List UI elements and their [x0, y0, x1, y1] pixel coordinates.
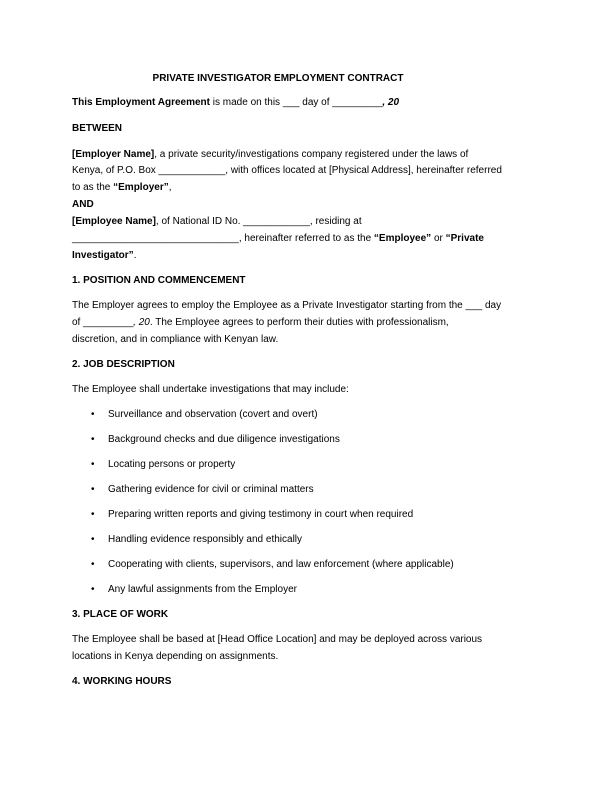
section-3-line-1: The Employee shall be based at [Head Office Location] and may be deployed across various [72, 634, 483, 645]
section-2-heading: 2. JOB DESCRIPTION [72, 359, 175, 370]
employer-line-2: Kenya, of P.O. Box ____________, with offices located at [Physical Address], hereinafter referred [72, 165, 502, 176]
bullet-icon: • [91, 584, 95, 595]
section-1-year: , 20 [133, 317, 150, 328]
section-3-heading: 3. PLACE OF WORK [72, 609, 169, 620]
employer-line-1 [72, 149, 468, 161]
employer-label: “Employer” [113, 182, 169, 193]
section-2-intro: The Employee shall undertake investigations that may include: [72, 384, 349, 395]
intro-bold: This Employment Agreement [72, 97, 210, 108]
between-heading: BETWEEN [72, 123, 122, 134]
employee-line-1 [72, 216, 362, 228]
employee-label: “Employee” [373, 233, 432, 244]
intro-year: , 20 [382, 97, 400, 108]
employee-line-2-mid: or [431, 233, 446, 244]
section-1-line-2-pre: of _________ [72, 317, 134, 328]
list-item: Surveillance and observation (covert and overt) [108, 409, 318, 420]
bullet-icon: • [91, 559, 95, 570]
employer-name: [Employer Name] [72, 149, 155, 160]
section-1-line-3: discretion, and in compliance with Kenyan law. [72, 334, 279, 345]
bullet-icon: • [91, 534, 95, 545]
bullet-icon: • [91, 434, 95, 445]
list-item: Locating persons or property [108, 459, 236, 470]
intro-line [72, 97, 399, 109]
employee-line-1-rest: , of National ID No. ____________, residing at [155, 216, 362, 227]
document-title: PRIVATE INVESTIGATOR EMPLOYMENT CONTRACT [152, 73, 404, 84]
list-item: Handling evidence responsibly and ethically [108, 534, 303, 545]
section-3-line-2: locations in Kenya depending on assignments. [72, 651, 279, 662]
employee-line-2-pre: ______________________________, hereinafter referred to as the [72, 233, 374, 244]
bullet-icon: • [91, 509, 95, 520]
private-label: “Private [445, 233, 484, 244]
bullet-icon: • [91, 484, 95, 495]
employee-line-3-post: . [133, 250, 137, 261]
employee-line-2 [72, 233, 484, 245]
investigator-label: Investigator” [72, 250, 134, 261]
section-1-line-2-post: . The Employee agrees to perform their duties with professionalism, [149, 317, 449, 328]
employer-line-1-rest: , a private security/investigations company registered under the laws of [154, 149, 469, 160]
list-item: Any lawful assignments from the Employer [108, 584, 297, 595]
section-1-heading: 1. POSITION AND COMMENCEMENT [72, 275, 246, 286]
section-1-line-1: The Employer agrees to employ the Employee as a Private Investigator starting from the ___ day [72, 300, 502, 311]
list-item: Gathering evidence for civil or criminal matters [108, 484, 314, 495]
employer-line-3 [72, 182, 172, 194]
list-item: Cooperating with clients, supervisors, and law enforcement (where applicable) [108, 559, 454, 570]
intro-text: is made on this ___ day of _________ [210, 97, 383, 108]
list-item: Background checks and due diligence investigations [108, 434, 340, 445]
list-item: Preparing written reports and giving testimony in court when required [108, 509, 414, 520]
section-4-heading: 4. WORKING HOURS [72, 676, 172, 687]
employer-line-3-pre: to as the [72, 182, 114, 193]
bullet-icon: • [91, 409, 95, 420]
and-heading: AND [72, 199, 94, 210]
bullet-icon: • [91, 459, 95, 470]
employer-line-3-post: , [168, 182, 172, 193]
employee-line-3 [72, 250, 136, 262]
section-1-line-2 [72, 317, 449, 329]
employee-name: [Employee Name] [72, 216, 156, 227]
